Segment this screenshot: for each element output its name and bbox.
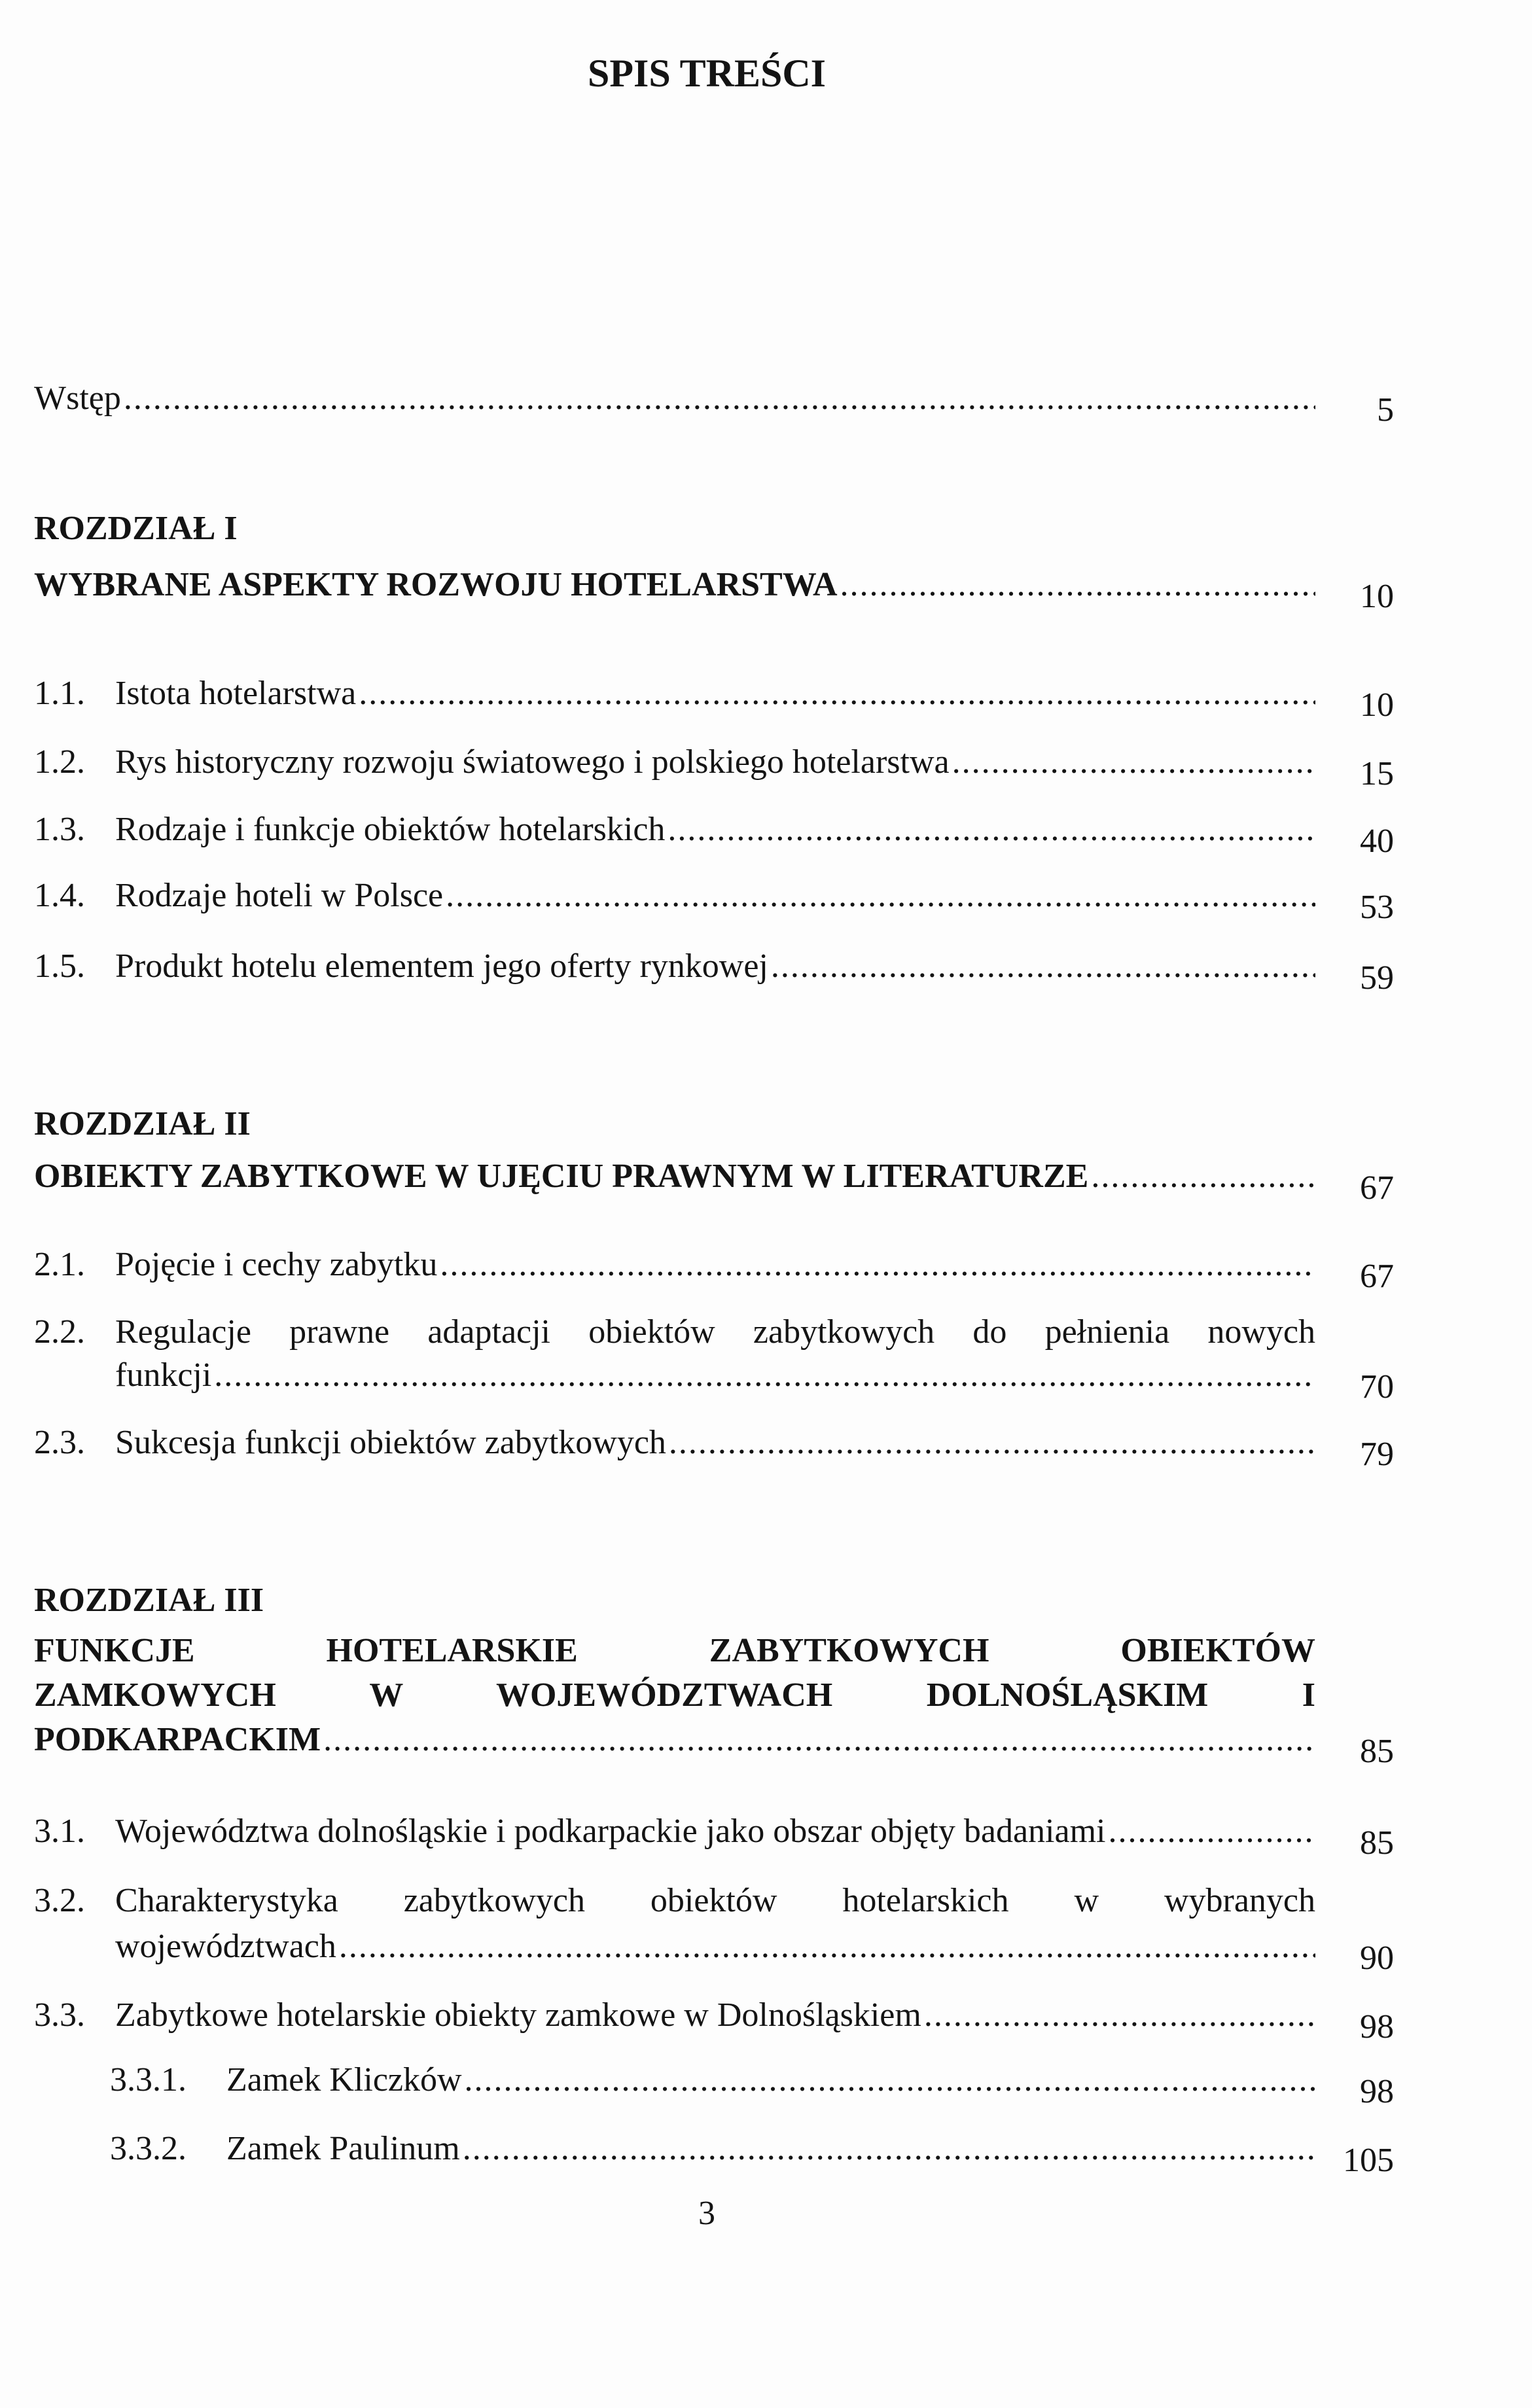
chapter-title-line — [34, 1674, 1315, 1716]
dot-leader — [952, 741, 1315, 783]
page-number: 67 — [1360, 1258, 1394, 1295]
dot-leader — [359, 673, 1315, 715]
chapter-title: WYBRANE ASPEKTY ROZWOJU HOTELARSTWA — [34, 566, 838, 603]
entry-text: Rodzaje i funkcje obiektów hotelarskich — [115, 811, 666, 848]
dot-leader — [465, 2059, 1315, 2101]
dot-leader — [446, 875, 1315, 917]
dot-leader — [840, 564, 1315, 606]
dot-leader — [440, 1244, 1315, 1286]
entry-text: Produkt hotelu elementem jego oferty rynkowej — [115, 947, 768, 985]
page-number: 53 — [1360, 889, 1394, 926]
toc-entry[interactable] — [34, 946, 1315, 987]
entry-text: funkcji — [115, 1356, 212, 1394]
section-number: 2.3. — [34, 1424, 85, 1461]
dot-leader — [1108, 1811, 1315, 1852]
entry-text: Regulacje prawne adaptacji obiektów zabytkowych do pełnienia nowych — [115, 1313, 1315, 1351]
section-number: 3.3.2. — [110, 2130, 187, 2167]
page-number: 5 — [1377, 391, 1394, 429]
toc-entry[interactable] — [34, 1311, 1315, 1353]
entry-text: Zamek Kliczków — [226, 2061, 462, 2098]
dot-leader — [214, 1354, 1315, 1396]
dot-leader — [463, 2128, 1315, 2170]
toc-entry[interactable] — [110, 2128, 1315, 2170]
toc-entry[interactable] — [34, 1811, 1315, 1852]
page-number: 59 — [1360, 959, 1394, 997]
toc-entry[interactable] — [34, 1994, 1315, 2036]
section-number: 1.5. — [34, 947, 85, 985]
chapter-title: FUNKCJE HOTELARSKIE ZABYTKOWYCH OBIEKTÓW — [34, 1632, 1315, 1669]
entry-text: Pojęcie i cechy zabytku — [115, 1246, 438, 1283]
entry-text: Rys historyczny rozwoju światowego i polskiego hotelarstwa — [115, 743, 950, 781]
chapter-title: PODKARPACKIM — [34, 1721, 321, 1758]
page-number: 90 — [1360, 1939, 1394, 1977]
folio-page-number: 3 — [698, 2195, 715, 2232]
section-number: 2.1. — [34, 1246, 85, 1283]
dot-leader — [924, 1994, 1315, 2036]
toc-entry[interactable] — [34, 1880, 1315, 1922]
section-number: 2.2. — [34, 1313, 85, 1351]
chapter-label: ROZDZIAŁ III — [34, 1582, 264, 1619]
entry-text: Województwa dolnośląskie i podkarpackie jako obszar objęty badaniami — [115, 1813, 1106, 1850]
entry-text: Wstęp — [34, 380, 121, 417]
toc-entry[interactable] — [34, 741, 1315, 783]
chapter-label: ROZDZIAŁ II — [34, 1105, 251, 1142]
toc-entry-chapter-1[interactable] — [34, 564, 1315, 606]
entry-text: Zamek Paulinum — [226, 2130, 460, 2167]
page-number: 85 — [1360, 1733, 1394, 1770]
chapter-title: ZAMKOWYCH W WOJEWÓDZTWACH DOLNOŚLĄSKIM I — [34, 1676, 1315, 1714]
toc-entry[interactable] — [34, 673, 1315, 715]
chapter-title-line — [34, 1630, 1315, 1672]
page-number: 98 — [1360, 2073, 1394, 2110]
chapter-label: ROZDZIAŁ I — [34, 510, 238, 547]
chapter-title: OBIEKTY ZABYTKOWE W UJĘCIU PRAWNYM W LITERATURZE — [34, 1158, 1089, 1195]
section-number: 1.3. — [34, 811, 85, 848]
entry-text: Zabytkowe hotelarskie obiekty zamkowe w Dolnośląskiem — [115, 1996, 921, 2034]
dot-leader — [124, 378, 1315, 419]
toc-entry[interactable] — [34, 1244, 1315, 1286]
toc-entry[interactable] — [110, 2059, 1315, 2101]
section-number: 3.3. — [34, 1996, 85, 2034]
section-number: 3.3.1. — [110, 2061, 187, 2098]
page-number: 70 — [1360, 1368, 1394, 1406]
toc-entry-intro[interactable] — [34, 378, 1315, 419]
dot-leader — [339, 1926, 1315, 1968]
dot-leader — [1091, 1156, 1315, 1197]
toc-entry[interactable] — [34, 809, 1315, 851]
page-number: 85 — [1360, 1824, 1394, 1862]
entry-text: województwach — [115, 1928, 336, 1965]
page-number: 105 — [1343, 2142, 1394, 2179]
toc-entry-chapter-2[interactable] — [34, 1156, 1315, 1197]
dot-leader — [323, 1719, 1315, 1761]
toc-entry-chapter-3[interactable] — [34, 1719, 1315, 1761]
entry-text: Rodzaje hoteli w Polsce — [115, 877, 444, 914]
section-number: 1.2. — [34, 743, 85, 781]
dot-leader — [669, 1422, 1315, 1464]
page-title: SPIS TREŚCI — [587, 52, 827, 95]
entry-text: Istota hotelarstwa — [115, 675, 357, 712]
entry-text: Sukcesja funkcji obiektów zabytkowych — [115, 1424, 666, 1461]
dot-leader — [668, 809, 1315, 851]
page-number: 79 — [1360, 1436, 1394, 1473]
dot-leader — [771, 946, 1315, 987]
page-number: 67 — [1360, 1169, 1394, 1207]
page-number: 10 — [1360, 578, 1394, 615]
entry-text: Charakterystyka zabytkowych obiektów hotelarskich w wybranych — [115, 1882, 1315, 1919]
toc-entry-continuation[interactable] — [115, 1926, 1315, 1968]
toc-entry[interactable] — [34, 1422, 1315, 1464]
section-number: 3.1. — [34, 1813, 85, 1850]
page-number: 98 — [1360, 2008, 1394, 2045]
section-number: 1.1. — [34, 675, 85, 712]
page-number: 10 — [1360, 686, 1394, 724]
section-number: 3.2. — [34, 1882, 85, 1919]
toc-entry[interactable] — [34, 875, 1315, 917]
page-number: 15 — [1360, 755, 1394, 792]
section-number: 1.4. — [34, 877, 85, 914]
toc-entry-continuation[interactable] — [115, 1354, 1315, 1396]
page-number: 40 — [1360, 823, 1394, 860]
